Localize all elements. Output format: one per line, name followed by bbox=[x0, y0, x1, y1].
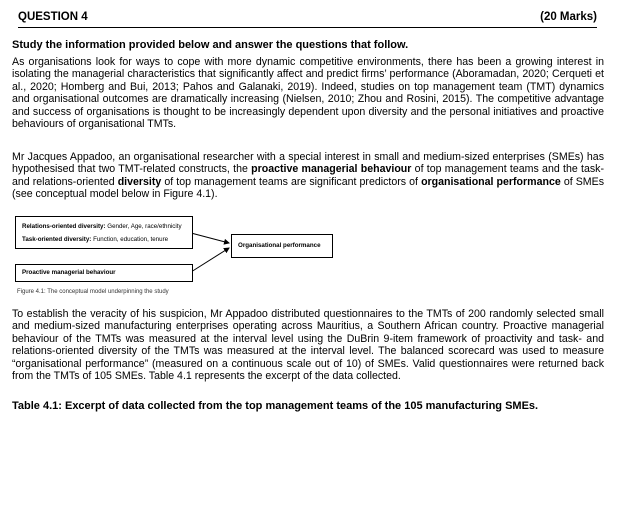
proactive-label-text: Proactive managerial behaviour bbox=[22, 269, 116, 276]
table-caption: Table 4.1: Excerpt of data collected from the top management teams of the 105 manufacturing SMEs. bbox=[12, 400, 539, 412]
proactive-box bbox=[15, 264, 193, 282]
performance-label-text: Organisational performance bbox=[238, 242, 321, 249]
question-number: QUESTION 4 bbox=[18, 11, 88, 23]
paragraph-3: To establish the veracity of his suspicion, Mr Appadoo distributed questionnaires to the TMTs of 200 randomly selected small and medium-sized manufacturing enterprises operating across Mauritius, a Southern African country. Proactive managerial behaviour of the TMTs was measured at the interval level using the DuBrin 9-item framework of proactivity and task- and relations-oriented diversity of the TMTs was measured at the interval level. The balanced scorecard was used to measure “organisational performance” (measured on a continuous scale out of 10) of SMEs. Valid questionnaires were returned back from the TMTs of 105 SMEs. Table 4.1 represents the excerpt of the data collected. bbox=[12, 308, 604, 383]
paragraph-2-text-2: of top management teams and the task- and relations-oriented bbox=[12, 163, 604, 188]
proactive-label bbox=[22, 269, 116, 276]
arrow-proactive-to-performance bbox=[191, 248, 229, 272]
performance-box bbox=[231, 234, 333, 258]
relations-diversity-label: Relations-oriented diversity: bbox=[22, 223, 106, 230]
task-diversity-items: Function, education, tenure bbox=[93, 236, 169, 243]
paragraph-1: As organisations look for ways to cope with more dynamic competitive environments, there has been a growing interest in isolating the managerial characteristics that significantly affect and predict firms’ performance (Aboramadan, 2020; Cerqueti et al., 2020; Homberg and Bui, 2013; Pahos and Galanaki, 2019). Indeed, studies on top management team (TMT) dynamics and organisational outcomes are dramatically increasing (Nielsen, 2010; Zhou and Rosini, 2015). The competitive advantage and success of organisations is thought to be increasingly dependent upon diversity and the personal initiatives and proactive behaviours of organisational TMTs. bbox=[12, 56, 604, 131]
task-diversity-line bbox=[22, 236, 168, 243]
paragraph-2-bold-1: proactive managerial behaviour bbox=[251, 163, 412, 176]
relations-diversity-items: Gender, Age, race/ethnicity bbox=[107, 223, 182, 230]
instruction: Study the information provided below and answer the questions that follow. bbox=[12, 39, 409, 51]
paragraph-2-text-4: of SMEs (see conceptual model below in Figure 4.1). bbox=[12, 175, 604, 201]
paragraph-2-bold-2: diversity bbox=[117, 175, 162, 188]
paragraph-2-text-3: of top management teams are significant predictors of bbox=[161, 175, 422, 188]
question-marks: (20 Marks) bbox=[540, 11, 597, 23]
relations-diversity-line bbox=[22, 223, 182, 230]
performance-label bbox=[238, 242, 321, 249]
figure-caption: Figure 4.1: The conceptual model underpinning the study bbox=[17, 289, 169, 295]
paragraph-2-bold-3: organisational performance bbox=[421, 175, 561, 188]
paragraph-2-text-1: Mr Jacques Appadoo, an organisational researcher with a special interest in small and medium-sized enterprises (SMEs) has hypothesised that two TMT-related constructs, the bbox=[12, 151, 604, 176]
task-diversity-label: Task-oriented diversity: bbox=[22, 236, 92, 243]
arrow-diversity-to-performance bbox=[191, 233, 229, 243]
diversity-box bbox=[15, 216, 193, 249]
